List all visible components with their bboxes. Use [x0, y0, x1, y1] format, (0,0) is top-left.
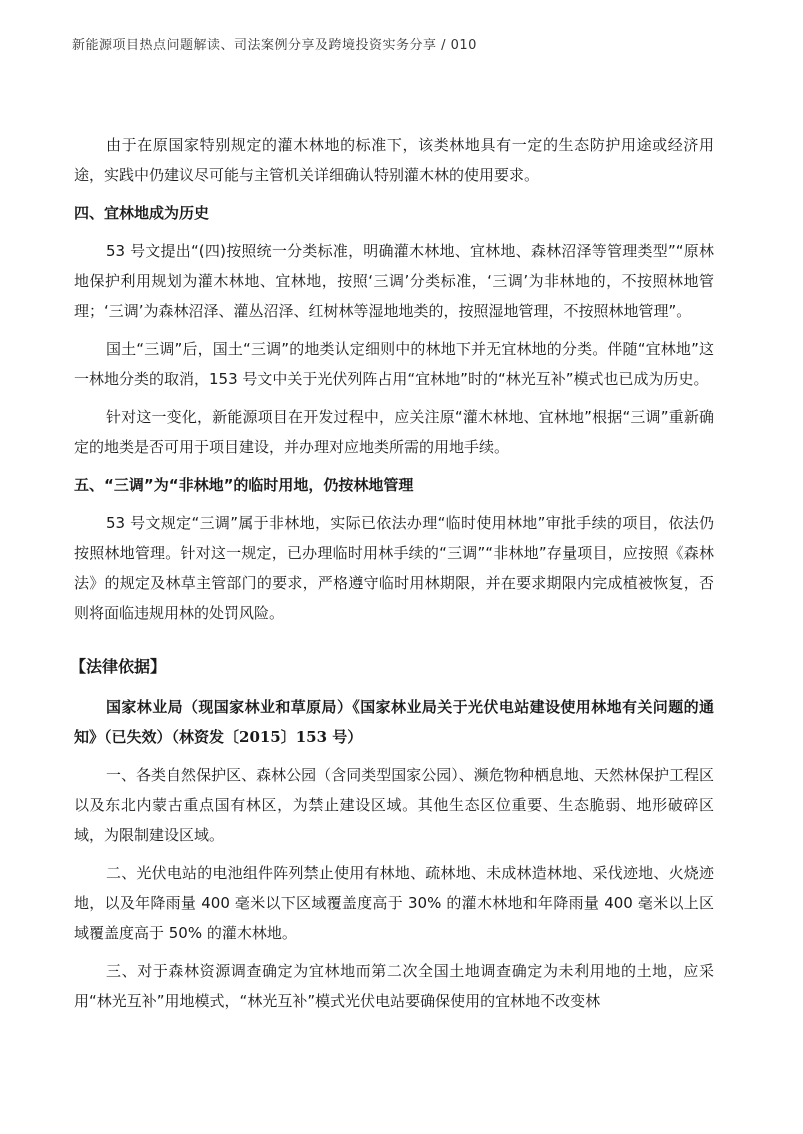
paragraph-5-1: 53 号文规定“三调”属于非林地，实际已依法办理“临时使用林地”审批手续的项目，依法仍按照林地管理。针对这一规定，已办理临时用林手续的“三调”“非林地”存量项目，应按照《森林法》的规定及林草主管部门的要求，严格遵守临时用林期限，并在要求期限内完成植被恢复，否则将面临违规用林的处罚风险。 [74, 514, 714, 622]
legal-basis-title: 【法律依据】 [70, 657, 167, 676]
paragraph-4-2: 国土“三调”后，国土“三调”的地类认定细则中的林地下并无宜林地的分类。伴随“宜林地”这一林地分类的取消，153 号文中关于光伏列阵占用“宜林地”时的“林光互补”模式也已成为历史。 [74, 340, 714, 388]
running-header: 新能源项目热点问题解读、司法案例分享及跨境投资实务分享 / 010 [72, 38, 477, 53]
paragraph-intro: 由于在原国家特别规定的灌木林地的标准下，该类林地具有一定的生态防护用途或经济用途，实践中仍建议尽可能与主管机关详细确认特别灌木林的使用要求。 [74, 136, 714, 184]
paragraph-4-1: 53 号文提出“(四)按照统一分类标准，明确灌木林地、宜林地、森林沼泽等管理类型”“原林地保护利用规划为灌木林地、宜林地，按照‘三调’分类标准，‘三调’为非林地的，不按照林地管理；‘三调’为森林沼泽、灌丛沼泽、红树林等湿地地类的，按照湿地管理，不按照林地管理”。 [74, 242, 714, 320]
legal-clause-2: 二、光伏电站的电池组件阵列禁止使用有林地、疏林地、未成林造林地、采伐迹地、火烧迹地，以及年降雨量 400 毫米以下区域覆盖度高于 30% 的灌木林地和年降雨量 400 毫米以上区域覆盖度高于 50% 的灌木林地。 [74, 864, 714, 942]
section-heading-5: 五、“三调”为“非林地”的临时用地，仍按林地管理 [74, 476, 414, 494]
legal-clause-1: 一、各类自然保护区、森林公园（含同类型国家公园）、濒危物种栖息地、天然林保护工程区以及东北内蒙古重点国有林区，为禁止建设区域。其他生态区位重要、生态脆弱、地形破碎区域，为限制建设区域。 [74, 766, 714, 844]
legal-source-title: 国家林业局（现国家林业和草原局）《国家林业局关于光伏电站建设使用林地有关问题的通知》（已失效）（林资发〔2015〕153 号） [74, 698, 714, 746]
page-body [70, 130, 714, 1024]
section-heading-4: 四、宜林地成为历史 [74, 204, 210, 222]
legal-clause-3: 三、对于森林资源调查确定为宜林地而第二次全国土地调查确定为未利用地的土地，应采用“林光互补”用地模式，“林光互补”模式光伏电站要确保使用的宜林地不改变林 [74, 962, 714, 1010]
paragraph-4-3: 针对这一变化，新能源项目在开发过程中，应关注原“灌木林地、宜林地”根据“三调”重新确定的地类是否可用于项目建设，并办理对应地类所需的用地手续。 [74, 408, 714, 456]
